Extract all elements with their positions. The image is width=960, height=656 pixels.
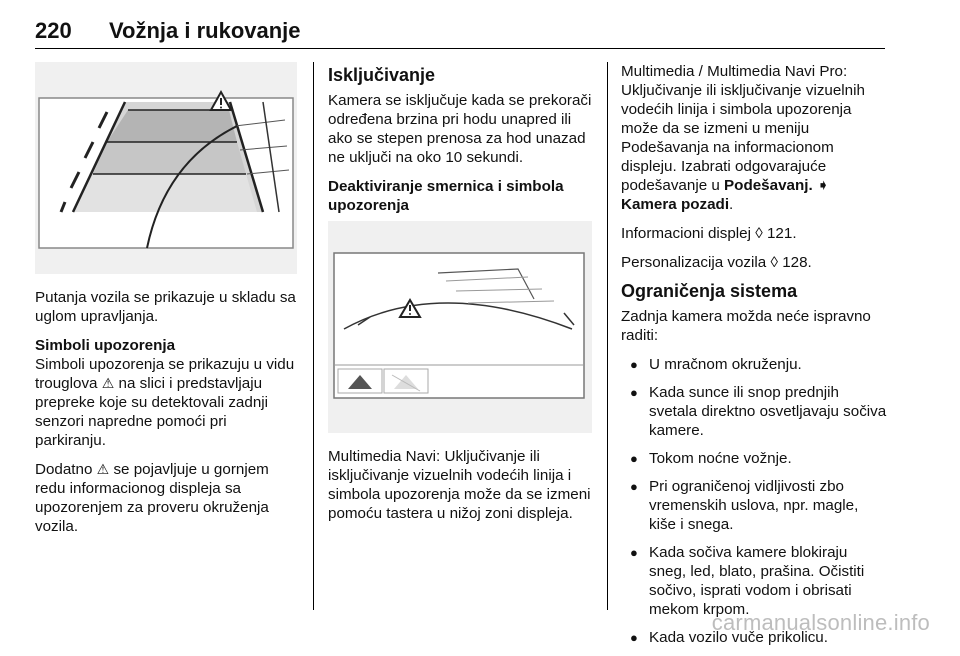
limitations-list bbox=[621, 355, 887, 647]
warning-triangle-icon: ⚠ bbox=[96, 461, 110, 477]
extra-text-b: se pojavljuje u gornjem redu informacionog displeja sa upozorenjem za proveru okruženja vozila. bbox=[35, 461, 269, 535]
column-divider bbox=[313, 62, 314, 610]
symbols-text-b: na slici i predstavljaju prepreke koje su detektovali zadnji senzori napredne pomoći pri parkiranju. bbox=[35, 375, 269, 449]
shutdown-paragraph: Kamera se isključuje kada se prekorači određena brzina pri hodu unapred ili ako se stepen prenosa za hod unazad ne uključi na oko 10 sekundi. bbox=[328, 92, 592, 166]
column-divider bbox=[607, 62, 608, 610]
page-reference-icon: ◊ bbox=[755, 225, 763, 242]
watermark: carmanualsonline.info bbox=[711, 610, 930, 635]
figure-caption: Putanja vozila se prikazuje u skladu sa uglom upravljanja. bbox=[35, 289, 296, 325]
list-item: ● Kada sunce ili snop prednjih svetala direktno osvetljavaju sočiva kamere. bbox=[621, 383, 887, 440]
camera-view-figure bbox=[35, 62, 297, 274]
column-1 bbox=[35, 62, 297, 546]
chapter-title: Vožnja i rukovanje bbox=[109, 18, 301, 43]
navi-paragraph: Multimedia Navi: Uključivanje ili isključivanje vizuelnih vodećih linija i simbola upozorenja može da se izmeni pomoću tastera u nižoj zoni displeja. bbox=[328, 448, 591, 522]
display-buttons-figure bbox=[328, 221, 592, 433]
extra-text-a: Dodatno bbox=[35, 461, 93, 478]
ref-info-display[interactable] bbox=[621, 224, 887, 243]
page-header bbox=[35, 18, 885, 50]
page-number: 220 bbox=[35, 18, 72, 43]
ref-personalization-page: 128. bbox=[782, 254, 812, 271]
symbols-heading: Simboli upozorenja bbox=[35, 337, 176, 354]
page-reference-icon: ◊ bbox=[770, 254, 778, 271]
ref-personalization-text: Personalizacija vozila bbox=[621, 254, 767, 271]
menu-settings: Podešavanj. bbox=[724, 177, 813, 194]
menu-rear-camera: Kamera pozadi bbox=[621, 196, 730, 213]
list-item: ● Kada sočiva kamere blokiraju sneg, led, blato, prašina. Očistiti sočivo, isprati vodom i obrisati mekom krpom. bbox=[621, 543, 887, 619]
column-2 bbox=[328, 62, 592, 533]
column-3 bbox=[621, 62, 887, 656]
list-item: ● U mračnom okruženju. bbox=[621, 355, 887, 374]
section-heading: Isključivanje bbox=[328, 65, 436, 85]
menu-arrow-icon: ➧ bbox=[816, 177, 830, 194]
header-rule bbox=[35, 48, 885, 49]
limitations-intro: Zadnja kamera možda neće ispravno raditi: bbox=[621, 308, 871, 344]
list-item: ● Kada vozilo vuče prikolicu. bbox=[621, 628, 887, 647]
deactivation-heading: Deaktiviranje smernica i simbola upozorenja bbox=[328, 178, 564, 214]
multimedia-paragraph: Multimedia / Multimedia Navi Pro: Uključivanje ili isključivanje vizuelnih vodećih linija i simbola upozorenja može da se izmeni u meniju Podešavanja na informacionom displeju. Izabrati odgovarajuće podešavanje u bbox=[621, 63, 865, 194]
sentence-end: . bbox=[729, 196, 734, 213]
list-item: ● Tokom noćne vožnje. bbox=[621, 449, 887, 468]
ref-info-display-text: Informacioni displej bbox=[621, 225, 751, 242]
list-item: ● Pri ograničenoj vidljivosti zbo vremenskih uslova, npr. magle, kiše i snega. bbox=[621, 477, 887, 534]
symbols-text-a: Simboli upozorenja se prikazuju u vidu trouglova bbox=[35, 356, 295, 392]
warning-triangle-icon: ⚠ bbox=[101, 375, 115, 391]
ref-info-display-page: 121. bbox=[766, 225, 797, 242]
ref-vehicle-personalization[interactable] bbox=[621, 253, 887, 272]
limitations-heading: Ograničenja sistema bbox=[621, 281, 798, 301]
